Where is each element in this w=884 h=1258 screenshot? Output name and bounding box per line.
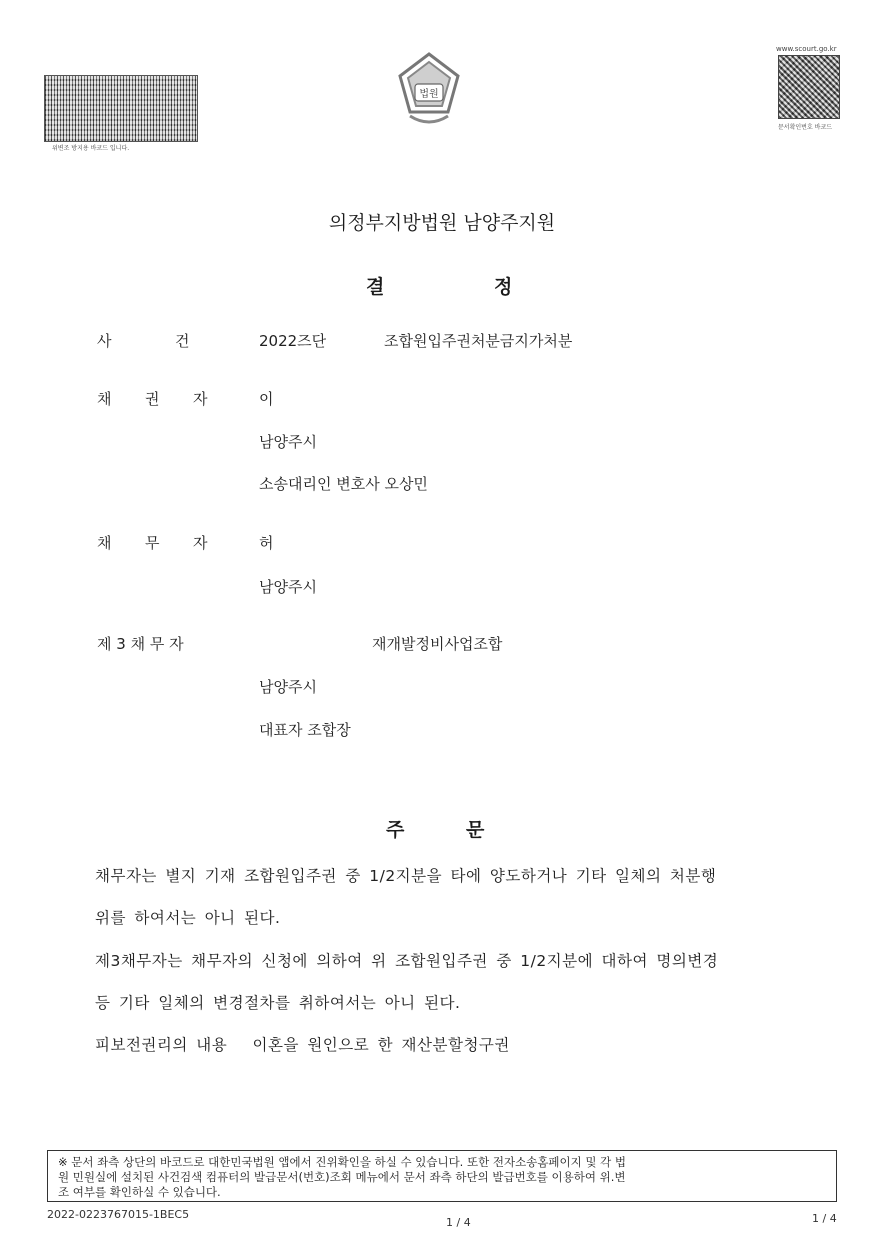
- order-heading-char-2: 문: [466, 819, 485, 841]
- barcode-caption: 위변조 방지용 바코드 입니다.: [52, 145, 130, 152]
- order-line-3: 제3채무자는 채무자의 신청에 의하여 위 조합원입주권 중 1/2지분에 대하여 명의변경: [95, 952, 719, 970]
- page-number-center: 1 / 4: [446, 1216, 471, 1229]
- case-number: 2022즈단: [259, 332, 327, 350]
- order-line-5: 피보전권리의 내용 이혼을 원인으로 한 재산분할청구권: [95, 1036, 510, 1054]
- notice-line-2: 원 민원실에 설치된 사건검색 컴퓨터의 발급문서(번호)조회 메뉴에서 문서 좌측 하단의 발급번호를 이용하여 위.변: [58, 1170, 626, 1184]
- order-line-4: 등 기타 일체의 변경절차를 취하여서는 아니 된다.: [95, 994, 461, 1012]
- issue-number: 2022-0223767015-1BEC5: [47, 1208, 190, 1221]
- site-url: www.scourt.go.kr: [776, 45, 837, 53]
- creditor-attorney: 소송대리인 변호사 오상민: [259, 475, 428, 493]
- doc-type-char-2: 정: [494, 276, 513, 298]
- document-qr-code: [778, 55, 840, 119]
- seal-text: 법원: [419, 89, 439, 100]
- creditor-address: 남양주시: [259, 433, 317, 451]
- notice-line-1: ※ 문서 좌측 상단의 바코드로 대한민국법원 앱에서 진위확인을 하실 수 있습니다. 또한 전자소송홈페이지 및 각 법: [58, 1155, 627, 1169]
- notice-line-3: 조 여부를 확인하실 수 있습니다.: [58, 1185, 221, 1199]
- court-seal-icon: [396, 50, 462, 130]
- label-debtor: 채 무 자: [97, 534, 216, 552]
- qr-caption: 문서확인번호 바코드: [778, 124, 833, 131]
- verification-notice: [47, 1150, 837, 1202]
- creditor-name: 이: [259, 390, 274, 408]
- label-creditor: 채 권 자: [97, 390, 216, 408]
- debtor-name: 허: [259, 534, 274, 552]
- third-debtor-address: 남양주시: [259, 678, 317, 696]
- court-name: 의정부지방법원 남양주지원: [328, 212, 556, 234]
- third-debtor-name: 재개발정비사업조합: [372, 635, 503, 653]
- case-name: 조합원입주권처분금지가처분: [384, 332, 573, 350]
- debtor-address: 남양주시: [259, 578, 317, 596]
- doc-type-char-1: 결: [366, 276, 385, 298]
- order-line-1: 채무자는 별지 기재 조합원입주권 중 1/2지분을 타에 양도하거나 기타 일체의 처분행: [95, 867, 717, 885]
- authenticity-barcode: [44, 75, 198, 142]
- order-line-2: 위를 하여서는 아니 된다.: [95, 909, 281, 927]
- page-number-right: 1 / 4: [812, 1212, 837, 1225]
- third-debtor-representative: 대표자 조합장: [259, 721, 351, 739]
- label-third-debtor: 제 3 채 무 자: [97, 635, 184, 653]
- order-heading-char-1: 주: [386, 819, 405, 841]
